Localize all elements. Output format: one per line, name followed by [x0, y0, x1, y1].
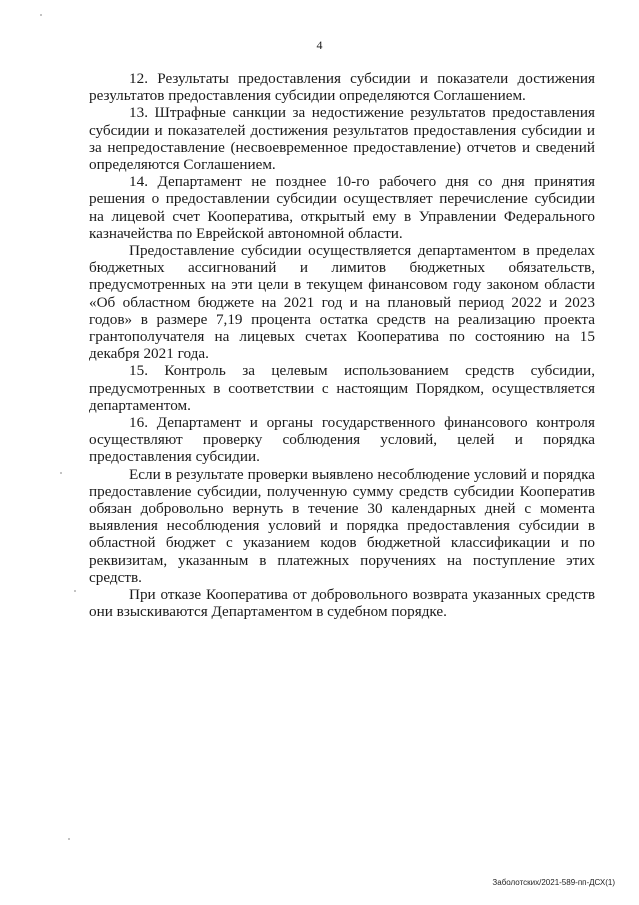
paragraph-13: 13. Штрафные санкции за недостижение результатов предоставления субсидии и показателей достижения результатов предоставления субсидии и за непредоставление (несвоевременное предоставление) отчетов и сведений определяются Соглашением.: [89, 104, 595, 174]
paragraph-16-refund: Если в результате проверки выявлено несоблюдение условий и порядка предоставление субсидии, полученную сумму средств субсидии Кооператив обязан добровольно вернуть в течение 30 календарных дней с момента выявления несоблюдения условий и порядка предоставления субсидии в областной бюджет с указанием кодов бюджетной классификации и по реквизитам, указанным в платежных поручениях на поступление этих средств.: [89, 465, 595, 586]
scan-speck: [68, 838, 70, 840]
paragraph-14: 14. Департамент не позднее 10-го рабочего дня со дня принятия решения о предоставлении субсидии осуществляет перечисление субсидии на лицевой счет Кооператива, открытый ему в Управлении Федерального казначейства по Еврейской автономной области.: [89, 173, 595, 242]
scan-speck: [40, 14, 42, 16]
paragraph-16: 16. Департамент и органы государственного финансового контроля осуществляют проверку соблюдения условий, целей и порядка предоставления субсидии.: [89, 414, 595, 466]
page-number: 4: [316, 38, 323, 52]
paragraph-14-continued: Предоставление субсидии осуществляется департаментом в пределах бюджетных ассигнований и лимитов бюджетных обязательств, предусмотренных на эти цели в текущем финансовом году законом области «Об областном бюджете на 2021 год и на плановый период 2022 и 2023 годов» в размере 7,19 процента остатка средств на реализацию проекта грантополучателя на лицевых счетах Кооператива по состоянию на 15 декабря 2021 года.: [89, 242, 595, 363]
footer-reference: Заболотских/2021-589-пп-ДСХ(1): [492, 878, 615, 887]
paragraph-16-court: При отказе Кооператива от добровольного возврата указанных средств они взыскиваются Департаментом в судебном порядке.: [89, 586, 595, 621]
scan-speck: [74, 590, 76, 592]
document-body: [89, 70, 595, 621]
paragraph-15: 15. Контроль за целевым использованием средств субсидии, предусмотренных в соответствии с настоящим Порядком, осуществляется департаментом.: [89, 362, 595, 414]
paragraph-12: 12. Результаты предоставления субсидии и показатели достижения результатов предоставления субсидии определяются Соглашением.: [89, 70, 595, 105]
scan-speck: [60, 472, 62, 474]
